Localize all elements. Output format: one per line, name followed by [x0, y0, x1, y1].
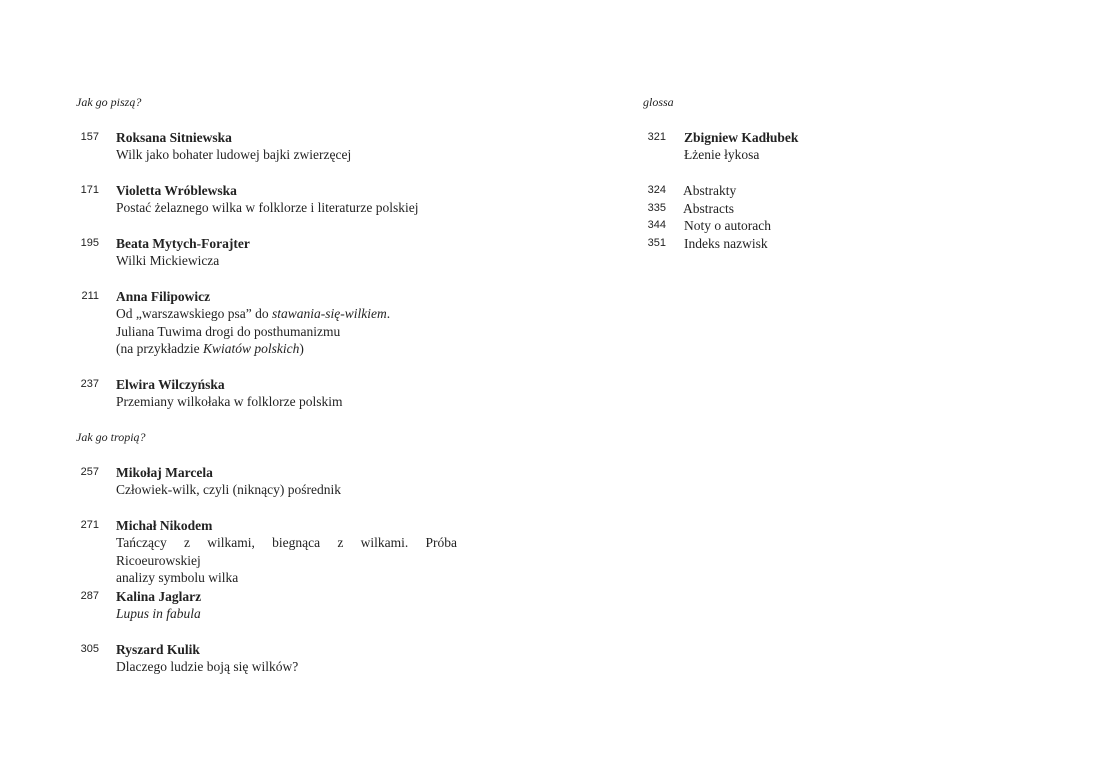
- page-number: 171: [80, 184, 99, 196]
- entry-title: Człowiek-wilk, czyli (niknący) pośrednik: [116, 482, 341, 497]
- title-italic-text: stawania-się-wilkiem: [271, 306, 387, 321]
- page-number: 257: [80, 466, 99, 478]
- page-number: 351: [647, 237, 666, 249]
- entry-title: Lupus in fabula: [116, 606, 201, 621]
- entry-label: Noty o autorach: [684, 218, 771, 233]
- entry-author: Elwira Wilczyńska: [116, 377, 225, 392]
- entry-title: Łżenie łykosa: [684, 147, 760, 162]
- page-number: 335: [647, 202, 666, 214]
- title-text: analizy symbolu wilka: [116, 570, 239, 585]
- entry-author: Anna Filipowicz: [116, 289, 211, 304]
- page-number: 271: [80, 519, 99, 531]
- entry-title: Wilki Mickiewicza: [116, 253, 220, 268]
- title-text: .: [386, 306, 391, 321]
- entry-title: Dlaczego ludzie boją się wilków?: [116, 659, 299, 674]
- entry-author: Zbigniew Kadłubek: [684, 130, 799, 145]
- title-text: Tańczący z wilkami, biegnąca z wilkami. Próba Ricoeurowskiej: [116, 535, 457, 568]
- page-number: 324: [647, 184, 666, 196]
- entry-title: Wilk jako bohater ludowej bajki zwierzęcej: [116, 147, 352, 162]
- page-number: 344: [647, 219, 666, 231]
- entry-label: Indeks nazwisk: [684, 236, 768, 251]
- page-number: 321: [647, 131, 666, 143]
- entry-title: Postać żelaznego wilka w folklorze i literaturze polskiej: [116, 200, 419, 215]
- section-title-jak-go-tropia: Jak go tropią?: [76, 430, 146, 444]
- entry-title: Przemiany wilkołaka w folklorze polskim: [116, 394, 343, 409]
- title-text: ): [299, 341, 304, 356]
- page-number: 157: [80, 131, 99, 143]
- entry-label: Abstracts: [683, 201, 734, 216]
- section-title-jak-go-pisza: Jak go piszą?: [76, 95, 142, 109]
- title-text: Juliana Tuwima drogi do posthumanizmu: [116, 323, 341, 339]
- entry-author: Roksana Sitniewska: [116, 130, 232, 145]
- section-title-glossa: glossa: [643, 95, 674, 109]
- entry-author: Ryszard Kulik: [116, 642, 200, 657]
- entry-title: [116, 534, 457, 587]
- page-number: 287: [80, 590, 99, 602]
- title-italic-text: Kwiatów polskich: [202, 341, 300, 356]
- entry-author: Michał Nikodem: [116, 518, 213, 533]
- page-number: 195: [80, 237, 99, 249]
- entry-author: Mikołaj Marcela: [116, 465, 213, 480]
- entry-author: Violetta Wróblewska: [116, 183, 237, 198]
- entry-label: Abstrakty: [683, 183, 737, 198]
- entry-title: [116, 305, 496, 358]
- entry-author: Kalina Jaglarz: [116, 589, 202, 604]
- page-number: 305: [80, 643, 99, 655]
- page-number: 211: [81, 290, 99, 302]
- page-number: 237: [80, 378, 99, 390]
- title-text: (na przykładzie: [116, 341, 203, 356]
- title-text: Od „warszawskiego psa” do: [116, 306, 272, 321]
- entry-author: Beata Mytych-Forajter: [116, 236, 250, 251]
